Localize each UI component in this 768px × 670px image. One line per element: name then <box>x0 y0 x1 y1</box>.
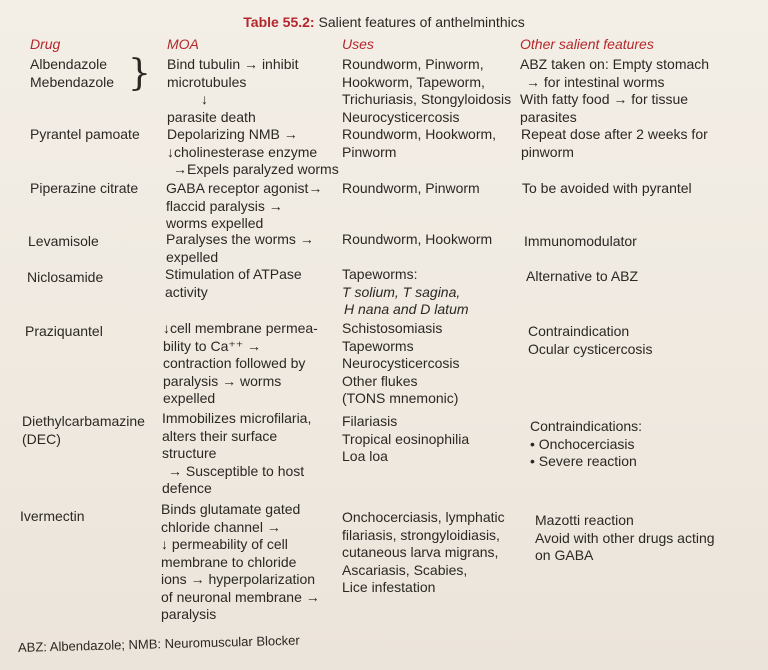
header-uses: Uses <box>342 36 374 52</box>
row-3-drug: Levamisole <box>28 233 99 249</box>
row-3-other: Immunomodulator <box>524 233 637 249</box>
row-5-drug: Praziquantel <box>25 323 103 339</box>
header-drug: Drug <box>30 36 61 52</box>
row-1-moa: Depolarizing NMB → ↓cholinesterase enzyme →Expels paralyzed worms <box>167 126 339 177</box>
table-title: Salient features of anthelminthics <box>318 14 525 30</box>
row-7-uses: Onchocerciasis, lymphatic filariasis, strongyloidiasis, cutaneous larva migrans, Ascariasis, Scabies, Lice infestation <box>342 509 505 595</box>
header-other: Other salient features <box>520 36 654 52</box>
row-3-moa: Paralyses the worms → expelled <box>166 231 314 265</box>
row-0-other: ABZ taken on: Empty stomach → for intestinal worms With fatty food → for tissue parasites <box>520 56 710 125</box>
row-1-drug: Pyrantel pamoate <box>30 126 140 142</box>
row-1-other: Repeat dose after 2 weeks for pinworm <box>521 126 708 160</box>
row-4-other: Alternative to ABZ <box>526 268 639 284</box>
row-0-drug: Albendazole Mebendazole <box>30 56 115 90</box>
row-1-uses: Roundworm, Hookworm, Pinworm <box>342 126 497 160</box>
row-3-uses: Roundworm, Hookworm <box>342 231 493 247</box>
row-6-uses: Filariasis Tropical eosinophilia Loa loa <box>342 413 470 464</box>
row-7-other: Mazotti reaction Avoid with other drugs acting on GABA <box>535 512 715 563</box>
row-7-drug: Ivermectin <box>20 508 85 524</box>
row-6-other: Contraindications: • Onchocerciasis • Severe reaction <box>530 418 643 469</box>
row-2-drug: Piperazine citrate <box>30 180 139 196</box>
table-caption <box>0 14 768 30</box>
row-4-uses: Tapeworms: T solium, T sagina, H nana and D latum <box>342 266 469 317</box>
table-number: Table 55.2: <box>243 14 315 30</box>
row-0-uses: Roundworm, Pinworm, Hookworm, Tapeworm, Trichuriasis, Stongyloidosis Neurocysticercosis <box>342 56 512 125</box>
table-footnote: ABZ: Albendazole; NMB: Neuromuscular Blocker <box>17 632 300 655</box>
header-moa: MOA <box>167 36 199 52</box>
row-4-drug: Niclosamide <box>27 269 104 285</box>
row-6-moa: Immobilizes microfilaria, alters their surface structure → Susceptible to host defence <box>162 410 312 496</box>
row-5-moa: ↓cell membrane permea- bility to Ca⁺⁺ → contraction followed by paralysis → worms expelled <box>163 320 318 406</box>
row-4-moa: Stimulation of ATPase activity <box>165 266 302 300</box>
row-5-other: Contraindication Ocular cysticercosis <box>528 323 653 357</box>
row-6-drug: Diethylcarbamazine (DEC) <box>22 413 145 447</box>
brace-symbol: } <box>128 53 151 94</box>
row-2-other: To be avoided with pyrantel <box>522 180 692 196</box>
row-0-moa: Bind tubulin → inhibit microtubules ↓ parasite death <box>167 56 299 125</box>
row-5-uses: Schistosomiasis Tapeworms Neurocysticercosis Other flukes (TONS mnemonic) <box>342 320 460 406</box>
row-2-moa: GABA receptor agonist→ flaccid paralysis → worms expelled <box>166 180 323 231</box>
row-7-moa: Binds glutamate gated chloride channel → ↓ permeability of cell membrane to chloride ions → hyperpolarization of neuronal membrane → paralysis <box>161 501 320 622</box>
row-2-uses: Roundworm, Pinworm <box>342 180 480 196</box>
